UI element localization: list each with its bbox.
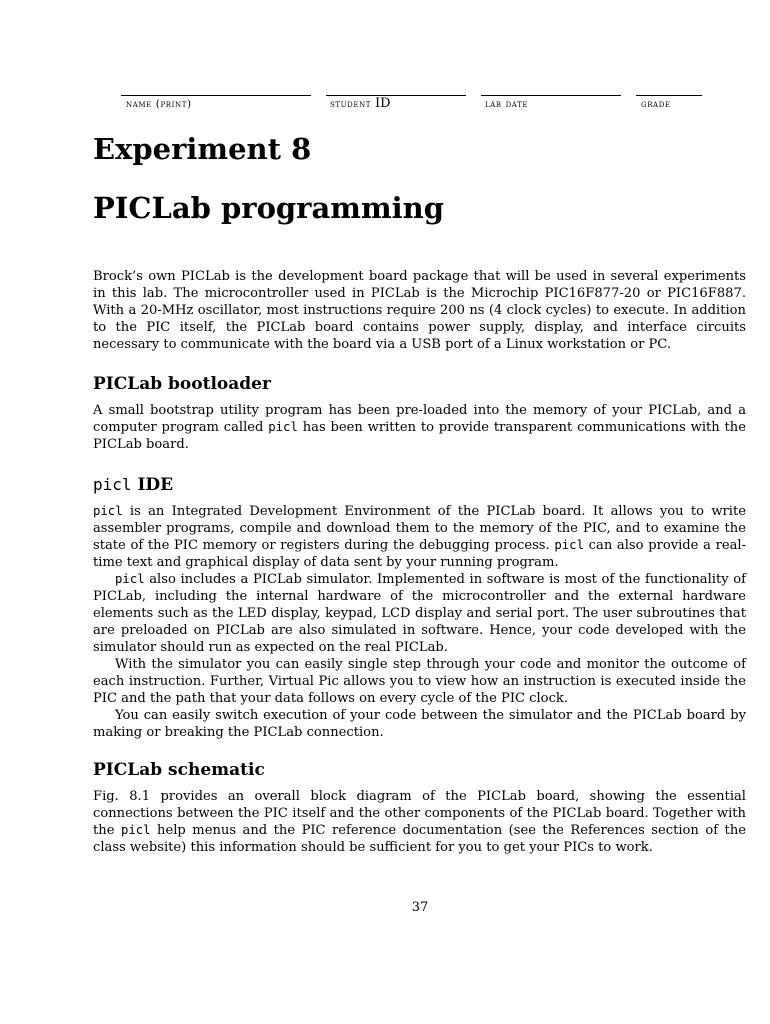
- lab-date-field: [481, 95, 621, 111]
- intro-paragraph: Brock’s own PICLab is the development board package that will be used in several experiments in this lab. The microcontroller used in PICLab is the Microchip PIC16F877-20 or PIC16F887. With a 20-MHz oscillator, most instructions require 200 ns (4 clock cycles) to execute. In addition to the PIC itself, the PICLab board contains power supply, display, and interface circuits necessary to communicate with the board via a USB port of a Linux workstation or PC.: [93, 269, 746, 352]
- schematic-heading: PICLab schematic: [93, 760, 265, 780]
- ide-section: [93, 503, 746, 741]
- ide-paragraph-4: You can easily switch execution of your code between the simulator and the PICLab board by making or breaking the PICLab connection.: [93, 708, 746, 740]
- schematic-section: [93, 788, 746, 856]
- experiment-title: Experiment 8: [93, 132, 312, 166]
- experiment-subtitle: PICLab programming: [93, 191, 445, 225]
- name-field: [121, 95, 311, 111]
- ide-heading: picl IDE: [93, 475, 174, 495]
- student-id-label: student ID: [330, 96, 391, 111]
- ide-paragraph-2: picl also includes a PICLab simulator. Implemented in software is most of the functionality of PICLab, including the internal hardware of the microcontroller and the external hardware elements such as the LED display, keypad, LCD display and serial port. The user subroutines that are preloaded on PICLab are also simulated in software. Hence, your code developed with the simulator should run as expected on the real PICLab.: [93, 572, 746, 655]
- grade-field: [636, 95, 702, 111]
- grade-label: grade: [641, 98, 671, 110]
- lab-date-label: lab date: [485, 98, 529, 110]
- ide-paragraph-3: With the simulator you can easily single step through your code and monitor the outcome of each instruction. Further, Virtual Pic allows you to view how an instruction is executed inside the PIC and the path that your data follows on every cycle of the PIC clock.: [93, 657, 746, 706]
- ide-paragraph-1: picl is an Integrated Development Environment of the PICLab board. It allows you to write assembler programs, compile and download them to the memory of the PIC, and to examine the state of the PIC memory or registers during the debugging process. picl can also provide a real-time text and graphical display of data sent by your running program.: [93, 504, 747, 570]
- schematic-paragraph: Fig. 8.1 provides an overall block diagram of the PICLab board, showing the essential connections between the PIC itself and the other components of the PICLab board. Together with the picl help menus and the PIC reference documentation (see the References section of the class website) this information should be sufficient for you to get your PICs to work.: [93, 789, 747, 855]
- name-label: name (print): [126, 98, 192, 110]
- bootloader-heading: PICLab bootloader: [93, 374, 271, 394]
- intro-section: [93, 268, 746, 353]
- bootloader-paragraph: A small bootstrap utility program has been pre-loaded into the memory of your PICLab, and a computer program called picl has been written to provide transparent communications with the PICLab board.: [93, 403, 746, 452]
- page-number: 37: [411, 900, 429, 915]
- student-id-field: [326, 95, 466, 111]
- bootloader-section: [93, 402, 746, 453]
